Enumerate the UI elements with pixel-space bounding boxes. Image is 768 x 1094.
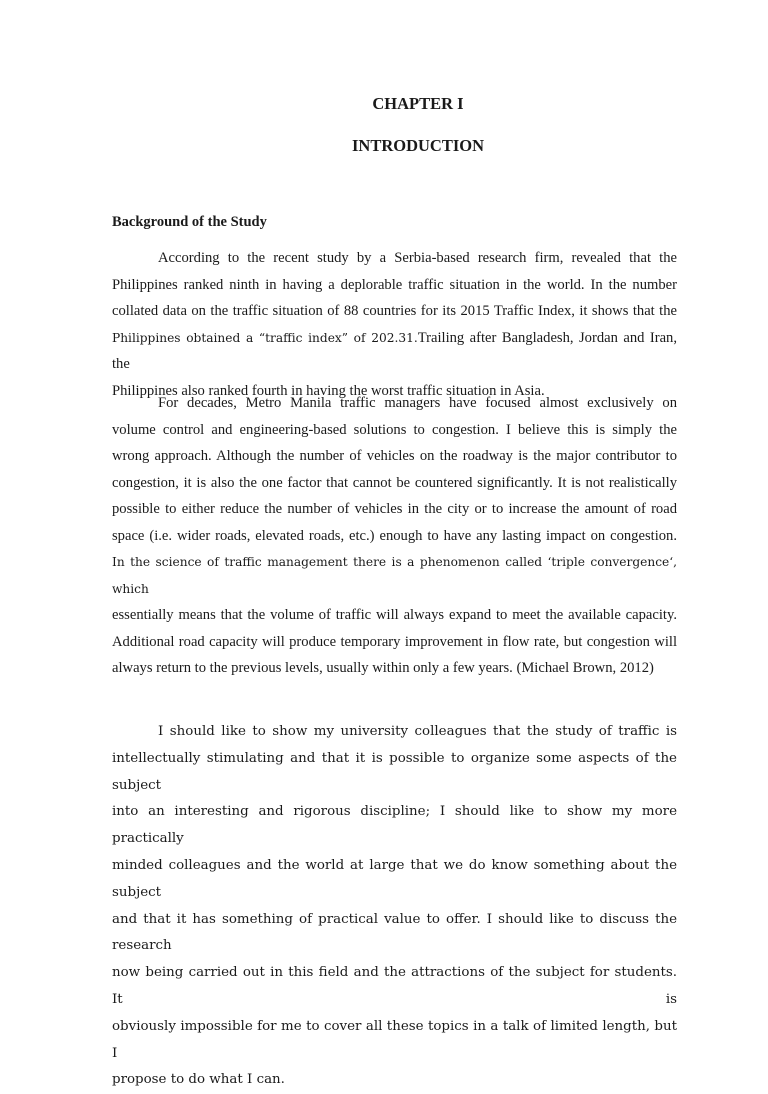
paragraph-3-line: intellectually stimulating and that it is possible to organize some aspects of the subject [112, 750, 677, 793]
paragraph-1-line: Philippines also ranked fourth in having the worst traffic situation in Asia. [112, 382, 545, 399]
paragraph-1-line: collated data on the traffic situation of 88 countries for its 2015 Traffic Index, it shows that the [112, 303, 677, 319]
paragraph-3-line: now being carried out in this field and the attractions of the subject for students. It is [112, 965, 677, 1007]
chapter-title: INTRODUCTION [351, 136, 485, 155]
paragraph-2-line: volume control and engineering-based solutions to congestion. I believe this is simply the [112, 421, 677, 438]
paragraph-2-line: space (i.e. wider roads, elevated roads, etc.) enough to have any lasting impact on congestion. [112, 527, 677, 544]
paragraph-2-line: wrong approach. Although the number of vehicles on the roadway is the major contributor to [112, 448, 677, 464]
paragraph-2-line: essentially means that the volume of traffic will always expand to meet the available capacity. [112, 607, 677, 623]
paragraph-1-line: According to the recent study by a Serbia-based research firm, revealed that the [158, 250, 677, 266]
paragraph-3-line: and that it has something of practical value to offer. I should like to discuss the research [112, 911, 677, 954]
section-heading: Background of the Study [112, 214, 267, 230]
paragraph-3-line: minded colleagues and the world at large that we do know something about the subject [112, 857, 677, 900]
paragraph-3-line: into an interesting and rigorous discipline; I should like to show my more practically [112, 804, 677, 847]
paragraph-1-fragment: Philippines obtained a “traffic index” of 202.31. [112, 330, 418, 345]
paragraph-3 [112, 719, 677, 1094]
paragraph-2-line: congestion, it is also the one factor that cannot be countered significantly. It is not realistically [112, 474, 677, 491]
paragraph-1 [112, 245, 677, 404]
paragraph-1-line: Philippines ranked ninth in having a deplorable traffic situation in the world. In the number [112, 276, 677, 293]
paragraph-2-line: In the science of traffic management there is a phenomenon called ‘triple convergence‘, which [112, 555, 677, 596]
paragraph-2-line: For decades, Metro Manila traffic managers have focused almost exclusively on [158, 395, 677, 411]
chapter-heading: CHAPTER I [372, 94, 464, 113]
paragraph-2 [112, 390, 677, 682]
paragraph-3-line: propose to do what I can. [112, 1072, 285, 1088]
paragraph-1-line [112, 325, 677, 378]
paragraph-3-line: obviously impossible for me to cover all these topics in a talk of limited length, but I [112, 1018, 677, 1061]
paragraph-3-line: I should like to show my university colleagues that the study of traffic is [158, 724, 677, 739]
paragraph-2-line: possible to either reduce the number of vehicles in the city or to increase the amount of road [112, 501, 677, 517]
paragraph-2-line: Additional road capacity will produce temporary improvement in flow rate, but congestion will [112, 633, 677, 650]
paragraph-2-line: always return to the previous levels, usually within only a few years. (Michael Brown, 2012) [112, 660, 654, 676]
paragraph-1-fragment: Trailing after Bangladesh, Jordan and Iran, the [112, 329, 677, 372]
